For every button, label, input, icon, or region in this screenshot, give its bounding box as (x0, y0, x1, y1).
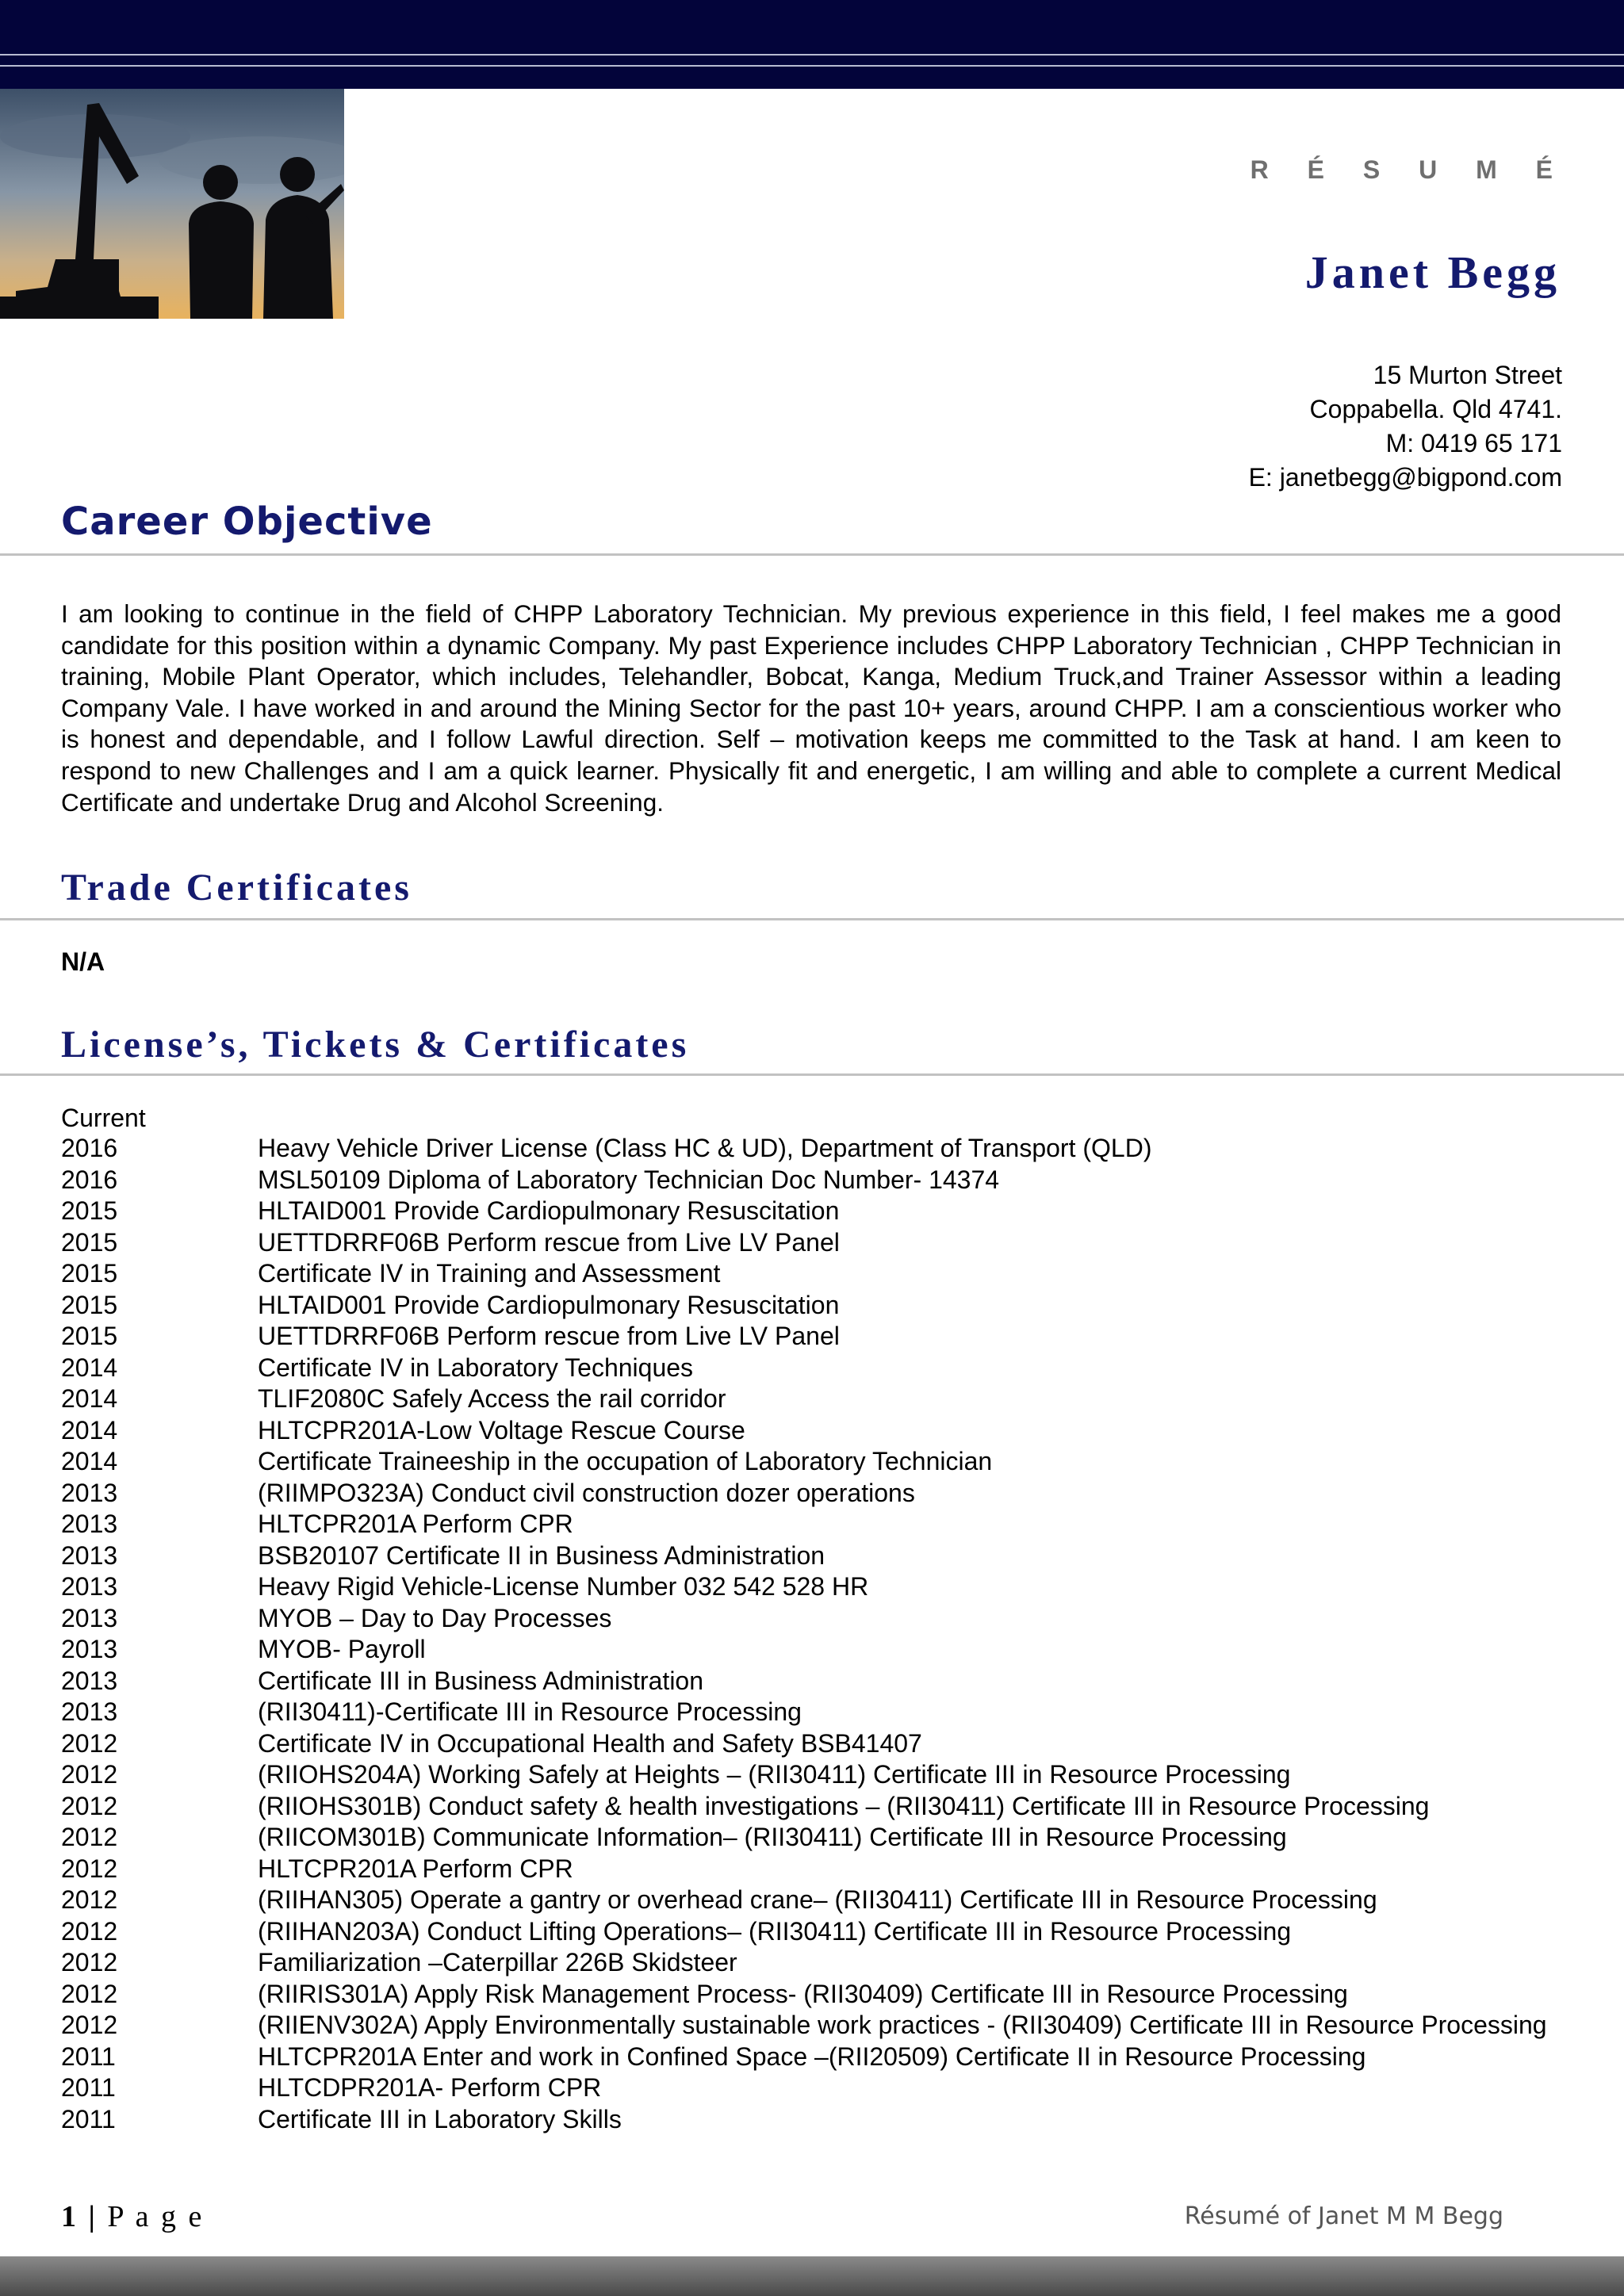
certificate-year: 2011 (61, 2042, 116, 2071)
list-item (61, 2072, 1568, 2104)
certificate-description: (RIIENV302A) Apply Environmentally sustainable work practices - (RII30409) Certificate III in Resource Processing (258, 2011, 1547, 2039)
certificate-description: HLTCDPR201A- Perform CPR (258, 2073, 602, 2102)
certificate-year: 2011 (61, 2104, 116, 2133)
certificate-year: 2014 (61, 1447, 118, 1475)
page-separator: | (88, 2200, 98, 2233)
certificate-year: 2013 (61, 1666, 118, 1695)
certificate-year: 2012 (61, 1854, 118, 1883)
certificate-description: (RII30411)-Certificate III in Resource Processing (258, 1697, 802, 1726)
list-item (61, 1446, 1568, 1478)
certificate-description: HLTAID001 Provide Cardiopulmonary Resuscitation (258, 1290, 840, 1319)
header-banner (0, 0, 1624, 89)
address-city: Coppabella. Qld 4741. (1309, 395, 1562, 423)
certificate-year: 2013 (61, 1478, 118, 1507)
list-item (61, 1415, 1568, 1447)
certificate-description: MSL50109 Diploma of Laboratory Technician Doc Number- 14374 (258, 1165, 1000, 1194)
licenses-heading: License’s, Tickets & Certificates (61, 1024, 690, 1066)
certificate-description: HLTCPR201A Perform CPR (258, 1510, 573, 1538)
list-item (61, 1634, 1568, 1666)
banner-line (0, 54, 1624, 55)
certificate-description: HLTCPR201A Enter and work in Confined Space –(RII20509) Certificate II in Resource Processing (258, 2042, 1366, 2071)
certificate-year: 2013 (61, 1635, 118, 1663)
address-street: 15 Murton Street (1373, 361, 1562, 389)
certificate-description: UETTDRRF06B Perform rescue from Live LV Panel (258, 1322, 840, 1350)
certificate-description: TLIF2080C Safely Access the rail corridor (258, 1384, 726, 1413)
certificate-year: 2012 (61, 1948, 118, 1976)
list-item (61, 1540, 1568, 1572)
page-number (61, 2199, 204, 2234)
certificate-description: Certificate III in Business Administration (258, 1666, 704, 1695)
email-address: E: janetbegg@bigpond.com (1248, 463, 1562, 492)
career-objective-heading: Career Objective (61, 499, 433, 544)
list-item (61, 1383, 1568, 1415)
certificate-year: 2016 (61, 1134, 118, 1162)
phone-number: M: 0419 65 171 (1385, 429, 1562, 457)
list-item (61, 1258, 1568, 1290)
footer-bar (0, 2256, 1624, 2296)
certificate-year: 2013 (61, 1572, 118, 1601)
certificate-description: UETTDRRF06B Perform rescue from Live LV Panel (258, 1227, 840, 1257)
list-item (61, 1791, 1568, 1823)
certificate-description: MYOB- Payroll (258, 1635, 426, 1663)
section-divider (0, 553, 1624, 556)
certificate-year: 2015 (61, 1196, 118, 1225)
page-number-value: 1 (61, 2200, 79, 2233)
list-item (61, 1822, 1568, 1854)
header-photo (0, 89, 344, 319)
certificate-year: 2012 (61, 1760, 118, 1789)
certificate-year: 2014 (61, 1353, 118, 1382)
current-label: Current (61, 1104, 146, 1132)
trade-certificates-heading: Trade Certificates (61, 867, 412, 909)
certificate-description: HLTAID001 Provide Cardiopulmonary Resuscitation (258, 1196, 840, 1225)
certificate-year: 2011 (61, 2073, 116, 2102)
list-item (61, 1478, 1568, 1510)
certificate-year: 2013 (61, 1603, 118, 1632)
certificate-description: (RIIOHS301B) Conduct safety & health investigations – (RII30411) Certificate III in Resource Processing (258, 1791, 1430, 1820)
certificate-description: (RIIOHS204A) Working Safely at Heights – (RII30411) Certificate III in Resource Processing (258, 1760, 1291, 1789)
certificate-year: 2012 (61, 1823, 118, 1851)
certificate-year: 2015 (61, 1259, 118, 1288)
list-item (61, 1697, 1568, 1728)
list-item (61, 1509, 1568, 1540)
certificate-description: Heavy Vehicle Driver License (Class HC & UD), Department of Transport (QLD) (258, 1134, 1152, 1162)
section-divider (0, 1073, 1624, 1076)
certificate-year: 2012 (61, 1916, 118, 1946)
certificate-description: (RIIHAN305) Operate a gantry or overhead crane– (RII30411) Certificate III in Resource Processing (258, 1885, 1377, 1914)
certificate-description: Heavy Rigid Vehicle-License Number 032 542 528 HR (258, 1572, 869, 1601)
list-item (61, 1979, 1568, 2011)
certificate-list (61, 1133, 1568, 2135)
certificate-year: 2014 (61, 1384, 118, 1413)
certificate-year: 2013 (61, 1697, 118, 1726)
certificate-year: 2014 (61, 1415, 118, 1445)
list-item (61, 1603, 1568, 1635)
list-item (61, 1571, 1568, 1603)
list-item (61, 2042, 1568, 2073)
list-item (61, 1947, 1568, 1979)
certificate-year: 2016 (61, 1165, 118, 1194)
certificate-description: HLTCPR201A-Low Voltage Rescue Course (258, 1415, 745, 1445)
list-item (61, 1196, 1568, 1227)
contact-block (1249, 358, 1562, 495)
certificate-description: Certificate III in Laboratory Skills (258, 2104, 622, 2133)
list-item (61, 2104, 1568, 2136)
certificate-year: 2012 (61, 1979, 118, 2008)
certificate-year: 2015 (61, 1227, 118, 1257)
certificate-year: 2015 (61, 1322, 118, 1350)
page-word: P a g e (107, 2200, 205, 2233)
footer-title: Résumé of Janet M M Begg (1184, 2202, 1503, 2230)
certificate-description: Certificate IV in Laboratory Techniques (258, 1353, 694, 1382)
certificate-description: Certificate IV in Occupational Health and Safety BSB41407 (258, 1728, 922, 1758)
certificate-description: HLTCPR201A Perform CPR (258, 1854, 573, 1883)
section-divider (0, 918, 1624, 920)
certificate-description: (RIIRIS301A) Apply Risk Management Process- (RII30409) Certificate III in Resource Processing (258, 1979, 1348, 2008)
list-item (61, 1321, 1568, 1353)
list-item (61, 1353, 1568, 1384)
trade-certificates-value: N/A (61, 947, 105, 976)
certificate-year: 2013 (61, 1540, 118, 1570)
list-item (61, 1666, 1568, 1697)
certificate-description: Familiarization –Caterpillar 226B Skidsteer (258, 1948, 737, 1976)
list-item (61, 1885, 1568, 1916)
list-item (61, 1290, 1568, 1322)
resume-label: R É S U M É (1250, 155, 1568, 184)
list-item (61, 1854, 1568, 1885)
certificate-year: 2012 (61, 1791, 118, 1820)
list-item (61, 2010, 1568, 2042)
banner-line (0, 65, 1624, 67)
career-objective-text: I am looking to continue in the field of CHPP Laboratory Technician. My previous experience in this field, I feel makes me a good candidate for this position within a dynamic Company. My past Experience includes CHPP Laboratory Technician , CHPP Technician in training, Mobile Plant Operator, which includes, Telehandler, Bobcat, Kanga, Medium Truck,and Trainer Assessor within a leading Company Vale. I have worked in and around the Mining Sector for the past 10+ years, around CHPP. I am a conscientious worker who is honest and dependable, and I follow Lawful direction. Self – motivation keeps me committed to the Task at hand. I am keen to respond to new Challenges and I am a quick learner. Physically fit and energetic, I am willing and able to complete a current Medical Certificate and undertake Drug and Alcohol Screening. (61, 599, 1561, 817)
list-item (61, 1133, 1568, 1165)
certificate-description: BSB20107 Certificate II in Business Administration (258, 1540, 825, 1570)
certificate-description: Certificate IV in Training and Assessment (258, 1259, 721, 1288)
list-item (61, 1728, 1568, 1760)
list-item (61, 1165, 1568, 1196)
certificate-year: 2012 (61, 2011, 118, 2039)
certificate-year: 2015 (61, 1290, 118, 1319)
certificate-year: 2012 (61, 1885, 118, 1914)
list-item (61, 1916, 1568, 1948)
list-item (61, 1227, 1568, 1259)
certificate-description: (RIIHAN203A) Conduct Lifting Operations– (RII30411) Certificate III in Resource Processing (258, 1916, 1292, 1946)
candidate-name: Janet Begg (1304, 247, 1561, 298)
certificate-description: (RIICOM301B) Communicate Information– (RII30411) Certificate III in Resource Processing (258, 1823, 1287, 1851)
certificate-description: (RIIMPO323A) Conduct civil construction dozer operations (258, 1478, 915, 1507)
certificate-year: 2012 (61, 1728, 118, 1758)
certificate-description: MYOB – Day to Day Processes (258, 1603, 612, 1632)
certificate-year: 2013 (61, 1510, 118, 1538)
list-item (61, 1759, 1568, 1791)
certificate-description: Certificate Traineeship in the occupation of Laboratory Technician (258, 1447, 993, 1475)
